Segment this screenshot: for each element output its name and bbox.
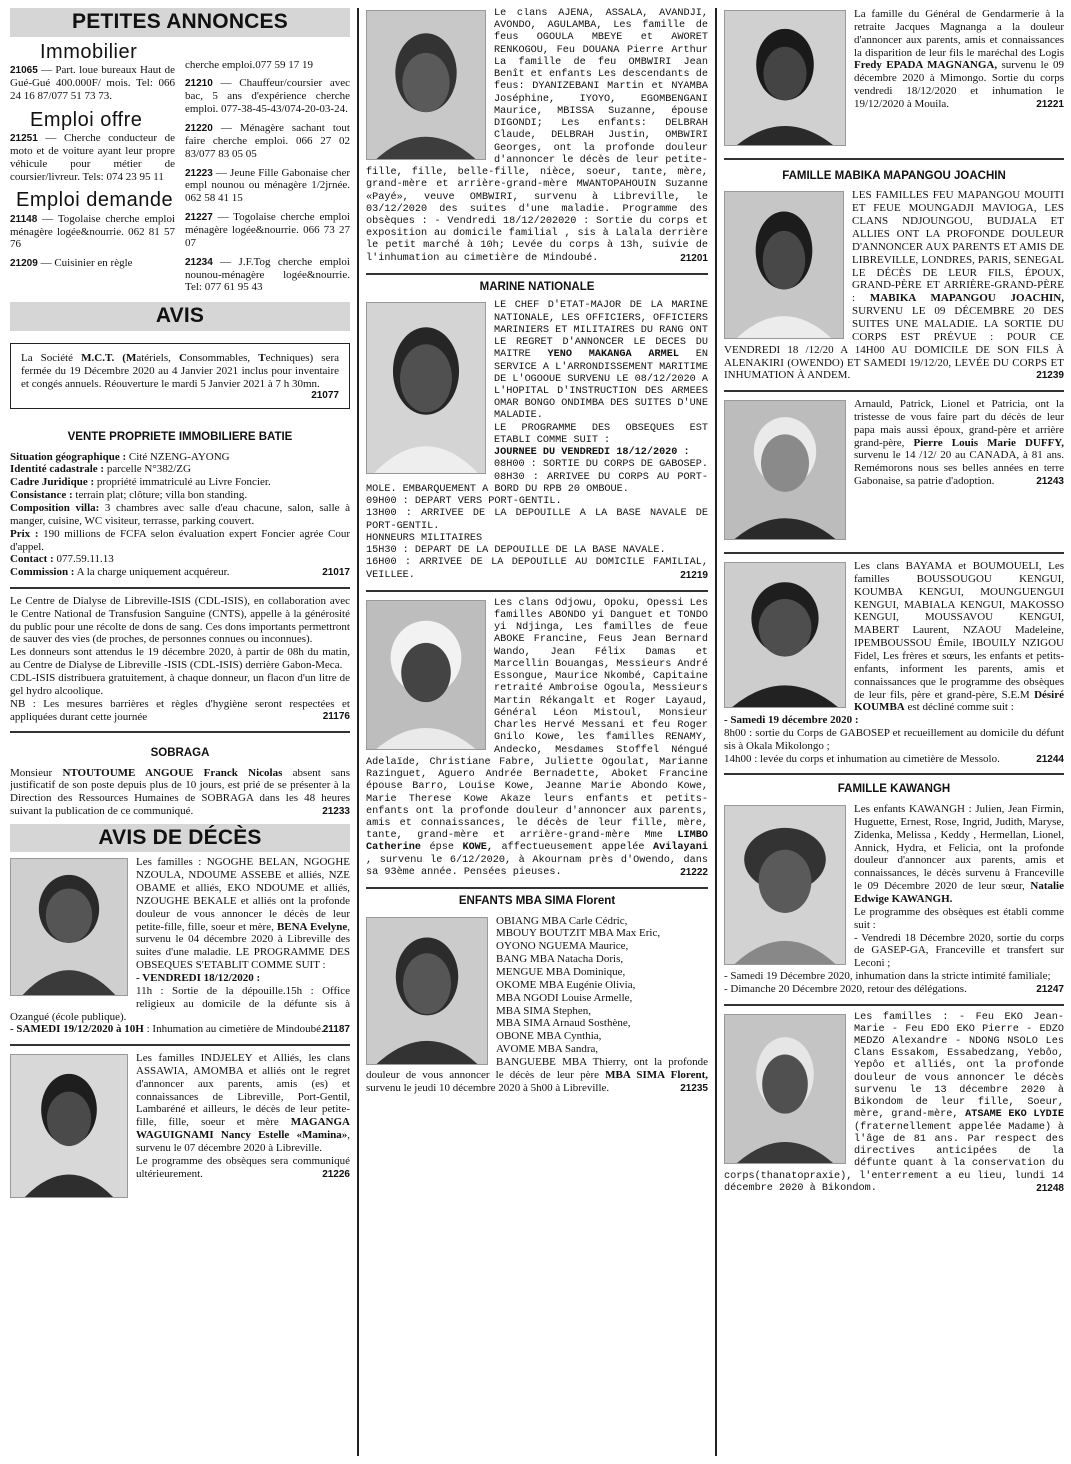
ad-ref: 21077: [311, 390, 339, 402]
notice-title-mabika: FAMILLE MABIKA MAPANGOU JOACHIN: [782, 170, 1006, 182]
classified-ad: cherche emploi.077 59 17 19: [185, 58, 313, 71]
category-emploi-demande: Emploi demande: [16, 189, 174, 212]
portrait-photo: [366, 10, 486, 160]
child-name: BANG MBA Natacha Doris,: [496, 953, 624, 966]
column-rule: [357, 8, 359, 1456]
divider: [724, 1004, 1064, 1006]
ad-ref: 21222: [680, 867, 708, 879]
portrait-photo: [724, 191, 844, 339]
classified-ad: 21210 — Chauffeur/coursier avec bac, 5 ans d'expérience cherche emploi. 077-38-45-43/074-20-03-24.: [185, 77, 350, 116]
ad-ref: 21243: [1036, 476, 1064, 488]
vente-line: Prix : 190 millions de FCFA selon évaluation expert Foncier agrée Cour d'appel.: [10, 527, 350, 553]
child-name: MBA SIMA Stephen,: [496, 1004, 592, 1017]
portrait-photo: [724, 10, 846, 146]
notice-dialyse: [10, 595, 350, 723]
divider: [10, 587, 350, 589]
portrait-photo: [724, 400, 846, 540]
portrait-photo: [10, 1054, 128, 1198]
ad-ref: 21187: [322, 1024, 350, 1036]
classifieds-left: [10, 39, 175, 301]
ad-ref: 21233: [322, 806, 350, 818]
notice-vente: [10, 451, 350, 579]
portrait-photo: [366, 917, 488, 1065]
ad-ref: 21226: [322, 1168, 350, 1180]
column-left: [10, 8, 350, 1458]
classifieds: [10, 39, 350, 301]
ad-ref: 21221: [1036, 98, 1064, 110]
obituary-kawangh: Les enfants KAWANGH : Julien, Jean Firmin, Huguette, Ernest, Rose, Ingrid, Judith, Maryse, Zidenka, Melissa , Keddy , Hermellan, Lionel, Annick, Hydra, et Felicia, ont la profonde douleur d'annoncer aux parents, amis et connaissances, le décès survenu à Franceville le 09 Décembre 2020 de leur sœur, Natalie Edwige KAWANGH. Le programme des obsèques est établi comme suit : - Vendredi 18 Décembre 2020, sortie du corps de GASEP-GA, Franceville et transfert sur Leconi ; - Samedi 19 Décembre 2020, inhumation dans la stricte intimité familiale; - Dimanche 20 Décembre 2020, retour des délégations. 21247: [724, 802, 1064, 995]
classified-ad: 21234 — J.F.Tog cherche emploi nounou-ménagère logée&nourrie. Tel: 077 61 95 43: [185, 255, 350, 294]
divider: [724, 390, 1064, 392]
portrait-photo: [366, 600, 486, 750]
vente-line: Consistance : terrain plat; clôture; villa bon standing.: [10, 489, 248, 502]
column-middle: [366, 8, 708, 1458]
divider: [724, 773, 1064, 775]
portrait-photo: [10, 858, 128, 996]
classified-ad: 21223 — Jeune Fille Gabonaise cher empl nounou ou ménagère 1/2jrnée. 062 58 41 15: [185, 166, 350, 205]
ad-ref: 21176: [322, 711, 350, 723]
classified-ad: 21220 — Ménagère sachant tout faire cherche emploi. 066 27 02 83/077 83 05 05: [185, 122, 350, 160]
portrait-photo: [724, 562, 846, 708]
divider: [10, 1044, 350, 1046]
notice-title-sobraga: SOBRAGA: [150, 747, 210, 760]
ad-ref: 21219: [680, 569, 708, 581]
portrait-photo: [366, 302, 486, 474]
divider: [724, 552, 1064, 554]
ad-ref: 21248: [1036, 1183, 1064, 1195]
obituary-bena: Les familles : NGOGHE BELAN, NGOGHE NZOULA, NDOUME ASSEBE et alliés, NZE OBAME et alliés, EKO NDOUME et alliés, NZOUGHE BEKALE et alliés ont la profonde douleur de vous annoncer le décès de leur petite-fille, fille, soeur et mère, BENA Evelyne, survenu le 04 décembre 2020 à Libreville des suites d'une maladie. LE PROGRAMME DES OBSEQUES S'ETABLIT COMME SUIT : - VENDREDI 18/12/2020 : 11h : Sortie de la dépouille.15h : Office religieux au domicile de la défunte sis à Ozangué (école publique). - SAMEDI 19/12/2020 à 10H : Inhumation au cimetière de Mindoubé. 21187: [10, 856, 350, 1036]
vente-line: Situation géographique : Cité NZENG-AYONG: [10, 450, 230, 463]
ad-ref: 21201: [680, 252, 708, 264]
child-name: OKOME MBA Eugénie Olivia,: [496, 978, 636, 991]
dialyse-para: Les donneurs sont attendus le 19 décembre 2020, à partir de 08h du matin, au Centre de Dialyse de Libreville -ISIS (CDL-ISIS) derrière Gabon-Meca.: [10, 646, 350, 672]
notice-title-kawangh: FAMILLE KAWANGH: [837, 783, 951, 796]
classified-ad: 21148 — Togolaise cherche emploi ménagère logée&nourrie. 062 81 57 76: [10, 212, 175, 251]
portrait-photo: [724, 1014, 846, 1164]
notice-title-mba: ENFANTS MBA SIMA Florent: [458, 895, 616, 908]
child-name: MBA NGODI Louise Armelle,: [496, 991, 633, 1004]
child-name: AVOME MBA Sandra,: [496, 1043, 599, 1056]
category-immobilier: Immobilier: [40, 40, 138, 63]
obituary-mabika: LES FAMILLES FEU MAPANGOU MOUITI ET FEUE MOUNGADJI MAVIOGA, LES CLANS NDJOUNGOU, BUDJALA ET ALLIES ONT LA PROFONDE DOULEUR D'ANNONCER AUX PARENTS ET AMIS DE LIBREVILLE, LONDRES, PARIS, SENEGAL LE DÉCÈS DE LEUR FILS, ÉPOUX, GRAND-PÈRE ET ARRIÈRE-GRAND-PÈRE : MABIKA MAPANGOU JOACHIN, SURVENU LE 09 DÉCEMBRE 20 DES SUITES UNE MALADIE. LA SORTIE DU CORPS EST PRÉVUE : POUR CE VENDREDI 18 /12/20 A 14H00 AU DOMICILE DE SON FILS À ALENAKIRI (OWENDO) ET SAMEDI 19/12/20, LEVÉE DU CORPS ET INHUMATION À ANDEM. 21239: [724, 189, 1064, 382]
category-emploi-offre: Emploi offre: [30, 108, 143, 131]
ad-ref: 21244: [1036, 753, 1064, 765]
divider: [366, 590, 708, 592]
child-name: MBOUY BOUTZIT MBA Max Eric,: [496, 927, 661, 940]
vente-line: Identité cadastrale : parcelle N°382/ZG: [10, 463, 191, 476]
ad-ref: 21247: [1036, 983, 1064, 995]
child-name: MBA SIMA Arnaud Sosthène,: [496, 1017, 631, 1030]
dialyse-para: CDL-ISIS distribuera gratuitement, à chaque donneur, un flacon d'un litre de gel hydro alcoolique.: [10, 672, 350, 697]
obituary-koumba: Les clans BAYAMA et BOUMOUELI, Les familles BOUSSOUGOU KENGUI, KOUMBA KENGUI, MOUNGUENGUI KENGUI, MABIALA KENGUI, MAKOSSO KENGUI, MOUSSAVOU KENGUI, MABERT Laurent, NZAOU Madeleine, IPEMBOUSSOU Émile, IBOUILY NZIGOU Fidel, Les frères et sœurs, les enfants et petits-enfants, informent les parents, amis et connaissances que le programme des obsèques de leur fils, père et grand-père, S.E.M Désiré KOUMBA est décliné comme suit : - Samedi 19 décembre 2020 : 8h00 : sortie du Corps de GABOSEP et recueillement au domicile du défunt sis à Okala Mikolongo ; 14h00 : levée du corps et inhumation au cimetière de Messolo. 21244: [724, 560, 1064, 765]
child-name: OBIANG MBA Carle Cédric,: [496, 914, 628, 927]
classified-ad: 21251 — Cherche conducteur de moto et de voiture ayant leur propre véhicule pour métier de coursier/livreur. Tels: 074 23 95 11: [10, 131, 175, 183]
divider: [366, 887, 708, 889]
classifieds-right: [185, 39, 350, 301]
column-right: [724, 8, 1064, 1458]
obituary-fredy: La famille du Général de Gendarmerie à la retraite Jacques Magnanga a la douleur d'annoncer aux parents, amis et connaissances la disparition de leur fils le maréchal des Logis Fredy EPADA MAGNANGA, survenu le 09 décembre 2020 à Mimongo. Sortie du corps vendredi 18/12/2020 et inhumation le 19/12/2020 à Mouila. 21221: [724, 8, 1064, 150]
vente-line: Contact : 077.59.11.13: [10, 553, 114, 566]
vente-line: Cadre Juridique : propriété immatriculé au Livre Foncier.: [10, 476, 271, 489]
section-header-petites-annonces: PETITES ANNONCES: [10, 8, 350, 37]
classified-ad: 21065 — Part. loue bureaux Haut de Gué-Gué 400.000F/ mois. Tel: 066 24 16 87/077 51 73 73.: [10, 63, 175, 102]
classified-ad: 21209 — Cuisinier en règle: [10, 257, 133, 270]
notice-mct: La Société M.C.T. (Matériels, Consommables, Techniques) sera fermée du 19 Décembre 2020 au 4 Janvier 2021 inclus pour inventaire et congés annuels. Réouverture le mardi 5 Janvier 2021 à 7 h 30mn. 21077: [10, 343, 350, 409]
obituary-ombwiri: Le clans AJENA, ASSALA, AVANDJI, AVONDO, AGULAMBA, Les famille de feus OGOULA MBEYE et AWORET RENKOGOU, Feu DOUANA Pierre Arthur La famille de feu OMBWIRI Jean Benît et enfants Les descendants de feus: DYANIZEBANI Martin et NYAMBA Joséphine, IYOYO, EGOMBENGANI Maurice, MBISSA Suzanne, épouse DIGONDI; Les enfants: DELBRAH Claude, DELBRAH Justin, OMBWIRI Georges, ont la profonde douleur d'annoncer le décès de leur petite-fille, fille, belle-fille, nièce, soeur, tante, mère, grand-mère et arrière-grand-mère MWANTOPAHOUIN Suzanne «Payé», veuve OMBWIRI, survenu à Libreville, le 03/12/2020 des suites d'une maladie. Programme des obsèques : - Vendredi 18/12/202020 : Sortie du corps et exposition au domicile familial , sis à Lalala derrière le petit marché à 10h; Levée du corps à 13h, suivie de l'inhumation au cimetière de Mindoubé. 21201: [366, 8, 708, 264]
obituary-marine: LE CHEF D'ETAT-MAJOR DE LA MARINE NATIONALE, LES OFFICIERS, OFFICIERS MARINIERS ET MILITAIRES DU RANG ONT LE REGRET D'ANNONCER LE DECES DU MAITRE YENO MAKANGA ARMEL EN SERVICE A L'ARRONDISSEMENT MARITIME DE L'OGOOUE SURVENU LE 08/12/2020 A L'HOPITAL D'INSTRUCTION DES ARMEES OMAR BONGO ONDIMBA DES SUITES D'UNE MALADIE. LE PROGRAMME DES OBSEQUES EST ETABLI COMME SUIT : JOURNEE DU VENDREDI 18/12/2020 : 08H00 : SORTIE DU CORPS DE GABOSEP. 08H30 : ARRIVEE DU CORPS AU PORT-MOLE. EMBARQUEMENT A BORD DU RPB 20 OMBOUE. 09H00 : DEPART VERS PORT-GENTIL. 13H00 : ARRIVEE DE LA DEPOUILLE A LA BASE NAVALE DE PORT-GENTIL. HONNEURS MILITAIRES 15H30 : DEPART DE LA DEPOUILLE DE LA BASE NAVALE. 16H00 : ARRIVEE DE LA DEPOUILLE AU DOMICILE FAMILIAL, VEILLEE. 21219: [366, 300, 708, 581]
ad-ref: 21239: [1036, 370, 1064, 382]
divider: [10, 731, 350, 733]
vente-line: Composition villa: 3 chambres avec salle d'eau chacune, salon, salle à manger, cuisine, WC visiteur, terrasse, parking couvert.: [10, 502, 350, 527]
column-rule: [715, 8, 717, 1456]
notice-title-vente: VENTE PROPRIETE IMMOBILIERE BATIE: [67, 431, 293, 444]
notice-sobraga: Monsieur NTOUTOUME ANGOUE Franck Nicolas absent sans justificatif de son poste depuis plus de 10 jours, est prié de se présenter à la Direction des Ressources Humaines de SOBRAGA dans les 48 heures suivant la publication de ce communiqué. 21233: [10, 766, 350, 818]
obituary-mba: OBIANG MBA Carle Cédric, MBOUY BOUTZIT MBA Max Eric, OYONO NGUEMA Maurice, BANG MBA Natacha Doris, MENGUE MBA Dominique, OKOME MBA Eugénie Olivia, MBA NGODI Louise Armelle, MBA SIMA Stephen, MBA SIMA Arnaud Sosthène, OBONE MBA Cynthia, AVOME MBA Sandra, BANGUEBE MBA Thierry, ont la profonde douleur de vous annoncer le décès de leur père MBA SIMA Florent, survenu le jeudi 10 décembre 2020 à 5h00 à Libreville. 21235: [366, 914, 708, 1094]
classified-ad: 21227 — Togolaise cherche emploi ménagère logée&nourrie. 066 73 27 07: [185, 211, 350, 249]
obituary-duffy: Arnauld, Patrick, Lionel et Patricia, ont la tristesse de vous faire part du décès de leur papa mais aussi époux, grand-père et arrière grand-père, Pierre Louis Marie DUFFY, survenu le 14 /12/ 20 au CANADA, à 81 ans. Remémorons nous ses belles années en terre Gabonaise, sa patrie d'adoption. 21243: [724, 398, 1064, 544]
ad-ref: 21017: [322, 567, 350, 579]
divider: [724, 158, 1064, 160]
divider: [366, 273, 708, 275]
child-name: MENGUE MBA Dominique,: [496, 966, 626, 979]
vente-line: Commission : A la charge uniquement acquéreur.: [10, 566, 230, 579]
ad-ref: 21235: [680, 1082, 708, 1094]
notice-title-marine: MARINE NATIONALE: [479, 280, 595, 293]
obituary-kowe: Les clans Odjowu, Opoku, Opessi Les familles ABONDO yi Danguet et TONDO yi Ndjinga, Les familles de feue ABOKE Francine, Feus Jean Bernard Wando, Jean Félix Damas et Marcellin Bouangas, Messieurs André Essongue, Maurice Nkombé, Capitaine retraité Ambroise Ogoula, Messieurs Martin Rékangalt et Roger Layaud, Général Léon Mistoul, Monsieur Charles Hervé Messani et feu Roger Gnilo Kowe, les familles RENAMY, Andecko, Mesdames Stoffel Néngué Adelaïde, Christiane Fabre, Juliette Ogoulat, Marianne Razinguet, Aguero Andrée Bernadette, Aboket Francine épouse Barro, Louise Kowe, Jeanne Marie Abondo Kowe, Marie Therese Kowe Akaze leurs enfants et petits-enfants ont la profonde douleur d'annoncer aux parents, amis et connaissances, le décès de leur fille, mère, tante, grand-mère et arrière-grand-mère Mme LIMBO Catherine épse KOWE, affectueusement appelée Avilayani , survenu le 6/12/2020, à Akournam près d'Owendo, dans sa 93ème année. Pensées pieuses. 21222: [366, 597, 708, 879]
section-header-deces: AVIS DE DÉCÈS: [10, 824, 350, 853]
child-name: OBONE MBA Cynthia,: [496, 1030, 602, 1043]
dialyse-para: Le Centre de Dialyse de Libreville-ISIS (CDL-ISIS), en collaboration avec le Centre National de Transfusion Sanguine (CNTS), appelle à la générosité du public pour une récolte de dons de sang. Ces dons importants permettront de sauver des vies (de proches, de personnes connues ou inconnues).: [10, 594, 350, 646]
obituary-lydie: Les familles : - Feu EKO Jean-Marie - Feu EDO EKO Pierre - EDZO MEDZO Alexandre - NDONG NSOLO Les Clans Essakom, Essabedzang, Yebôo, Yepôo et alliés, ont la profonde douleur de vous annoncer le décès survenu le 13 décembre 2020 à Bikondom de leur fille, Soeur, mère, grand-mère, ATSAME EKO LYDIE (fraternellement appelée Madame) à l'âge de 81 ans. Par respect des directives anticipées de la défunte quant à la conservation du corps(thanatopraxie), l'enterrement a eu lieu, lundi 14 décembre 2020 à Bikondom. 21248: [724, 1011, 1064, 1195]
section-header-avis: AVIS: [10, 302, 350, 331]
child-name: OYONO NGUEMA Maurice,: [496, 940, 629, 953]
portrait-photo: [724, 805, 846, 965]
dialyse-para: NB : Les mesures barrières et règles d'hygiène seront respectées et appliquées durant cette journée: [10, 697, 350, 723]
obituary-maganga: Les familles INDJELEY et Alliés, les clans ASSAWIA, AMOMBA et alliés ont le regret d'annoncer aux parents, amis (es) et connaissances de Libreville, Port-Gentil, Lambaréné et ailleurs, le décès de leur petite-fille, fille, soeur et mère MAGANGA WAGUIGNAMI Nancy Estelle «Mamina», survenu le 07 décembre 2020 à Libreville. Le programme des obsèques sera communiqué ultérieurement. 21226: [10, 1052, 350, 1202]
